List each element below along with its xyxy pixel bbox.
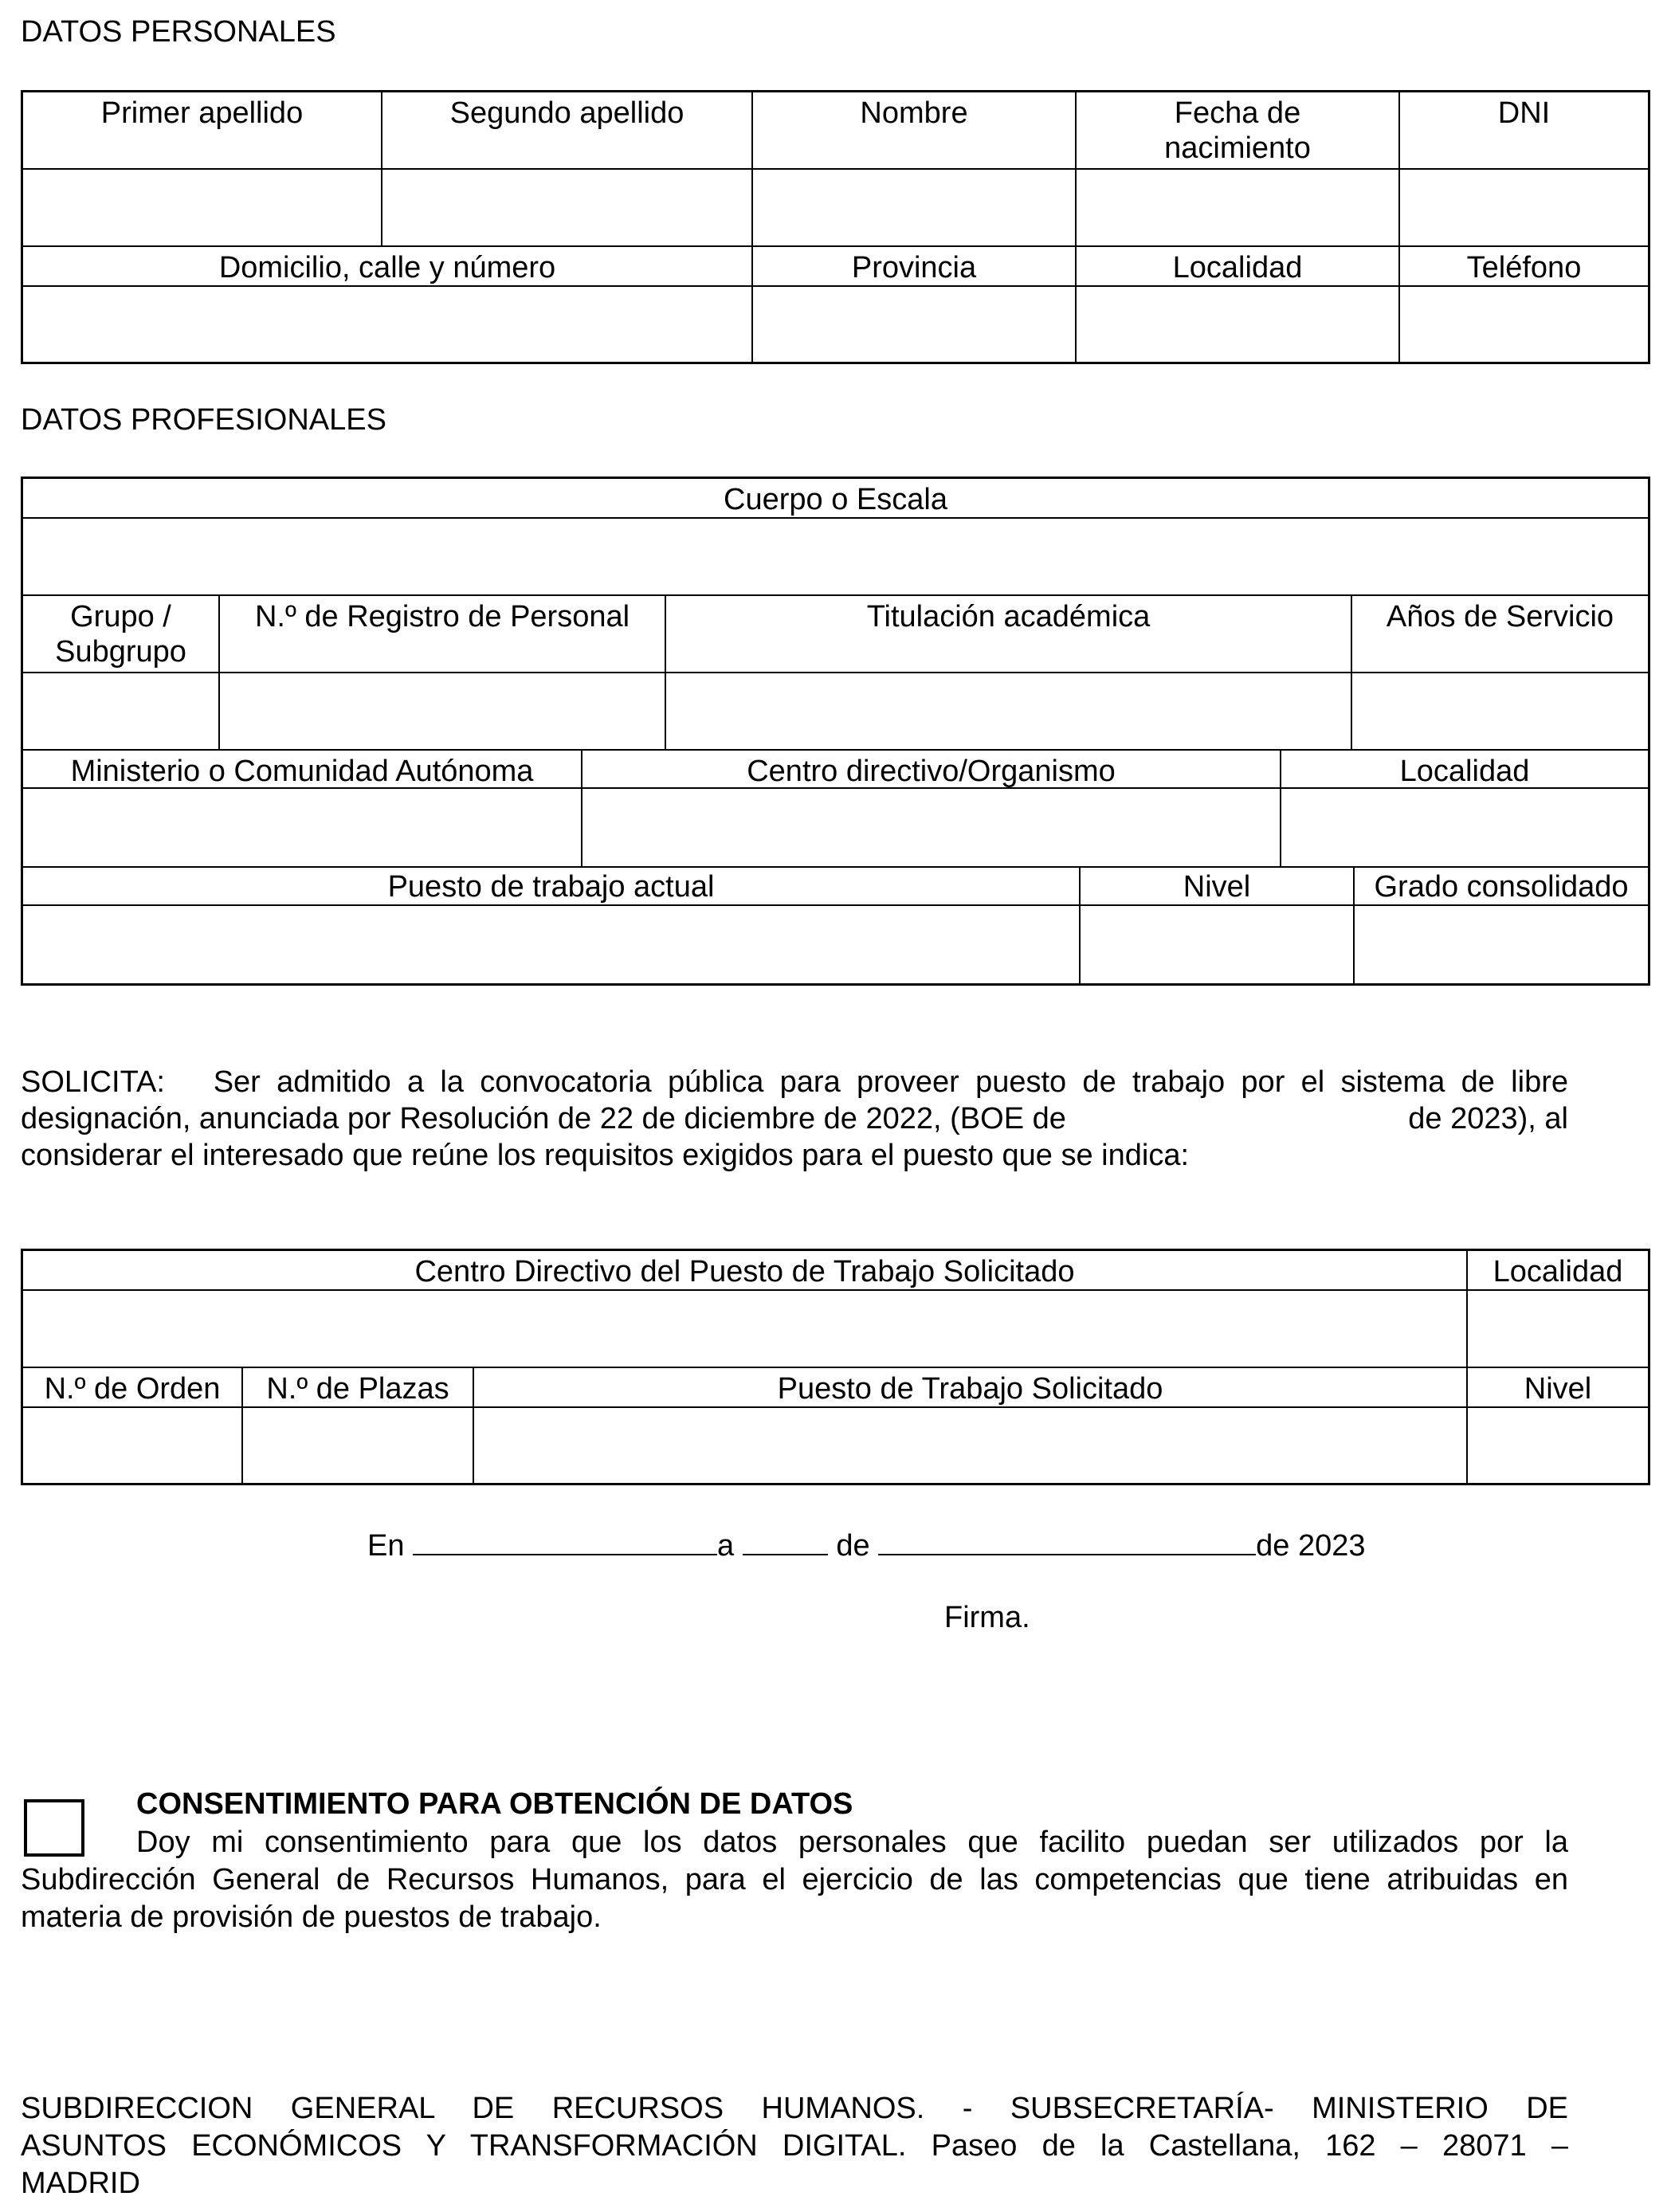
field-telefono[interactable] [1400,287,1648,362]
date-day-blank[interactable] [743,1525,828,1555]
field-ministerio[interactable] [23,789,582,868]
requested-position-table [21,1249,1650,1485]
label-puesto-solicitado: Puesto de Trabajo Solicitado [474,1368,1468,1408]
field-titulacion[interactable] [666,673,1352,751]
date-month-blank[interactable] [878,1525,1256,1555]
professional-data-table-puesto [21,866,1650,986]
field-centro-directivo-solicitado[interactable] [23,1291,1468,1368]
label-grado-consolidado: Grado consolidado [1355,866,1648,906]
field-provincia[interactable] [753,287,1077,362]
solicita-line-2a: designación, anunciada por Resolución de 22 de diciembre de 2022, (BOE de [21,1102,1066,1135]
consent-title: CONSENTIMIENTO PARA OBTENCIÓN DE DATOS [136,1787,853,1821]
solicita-line-2b: de 2023), al [1408,1102,1568,1135]
date-de-label: de [836,1529,870,1563]
firma-label: Firma. [944,1601,1030,1634]
footer-line-3: MADRID [21,2167,140,2200]
field-nivel-actual[interactable] [1081,906,1355,983]
consent-paragraph [21,1824,1568,1936]
field-nombre[interactable] [753,170,1077,247]
section-title-profesionales: DATOS PROFESIONALES [21,403,386,437]
label-localidad-solicitada: Localidad [1468,1251,1648,1291]
field-grado-consolidado[interactable] [1355,906,1648,983]
label-cuerpo-escala: Cuerpo o Escala [23,479,1648,519]
date-a-label: a [717,1529,735,1563]
label-primer-apellido: Primer apellido [23,92,382,170]
consent-line-1: Doy mi consentimiento para que los datos personales que facilito puedan ser utilizados por la [136,1826,1568,1859]
section-title-personales: DATOS PERSONALES [21,15,336,49]
label-nivel-actual: Nivel [1081,866,1355,906]
label-numero-orden: N.º de Orden [23,1368,243,1408]
label-titulacion: Titulación académica [666,596,1352,673]
professional-data-table-top [21,477,1650,751]
label-centro-directivo: Centro directivo/Organismo [582,749,1281,789]
label-numero-plazas: N.º de Plazas [243,1368,474,1408]
footer-line-2: ASUNTOS ECONÓMICOS Y TRANSFORMACIÓN DIGITAL. Paseo de la Castellana, 162 – 28071 – [21,2129,1568,2163]
professional-data-table-ministerio [21,749,1650,868]
label-domicilio: Domicilio, calle y número [23,247,753,287]
date-en-label: En [367,1529,405,1563]
field-nivel-solicitado[interactable] [1468,1408,1648,1483]
personal-data-table [21,90,1650,364]
field-dni[interactable] [1400,170,1648,247]
footer-line-1: SUBDIRECCION GENERAL DE RECURSOS HUMANOS. - SUBSECRETARÍA- MINISTERIO DE [21,2092,1568,2125]
field-localidad-solicitada[interactable] [1468,1291,1648,1368]
label-nombre: Nombre [753,92,1077,170]
label-grupo-subgrupo: Grupo / Subgrupo [23,596,220,673]
label-centro-directivo-solicitado: Centro Directivo del Puesto de Trabajo Solicitado [23,1251,1468,1291]
footer-address [21,2090,1568,2202]
field-centro-directivo[interactable] [582,789,1281,868]
date-line [367,1525,1366,1565]
consent-line-2: Subdirección General de Recursos Humanos, para el ejercicio de las competencias que tiene atribuidas en [21,1863,1568,1896]
field-anos-servicio[interactable] [1352,673,1648,751]
field-fecha-nacimiento[interactable] [1077,170,1400,247]
field-numero-plazas[interactable] [243,1408,474,1483]
solicita-paragraph [21,1064,1568,1174]
label-anos-servicio: Años de Servicio [1352,596,1648,673]
date-year-label: de 2023 [1256,1529,1366,1563]
field-numero-orden[interactable] [23,1408,243,1483]
label-telefono: Teléfono [1400,247,1648,287]
solicita-line-1: SOLICITA: Ser admitido a la convocatoria pública para proveer puesto de trabajo por el sistema de libre [21,1065,1568,1099]
label-fecha-nacimiento: Fecha de nacimiento [1077,92,1400,170]
label-ministerio: Ministerio o Comunidad Autónoma [23,749,582,789]
field-localidad[interactable] [1077,287,1400,362]
field-domicilio[interactable] [23,287,753,362]
label-localidad-profesional: Localidad [1281,749,1648,789]
field-primer-apellido[interactable] [23,170,382,247]
label-localidad: Localidad [1077,247,1400,287]
label-segundo-apellido: Segundo apellido [382,92,753,170]
field-puesto-solicitado[interactable] [474,1408,1468,1483]
label-registro-personal: N.º de Registro de Personal [220,596,666,673]
consent-line-3: materia de provisión de puestos de trabajo. [21,1900,602,1934]
solicita-line-2 [21,1100,1568,1137]
label-provincia: Provincia [753,247,1077,287]
field-cuerpo-escala[interactable] [23,519,1648,596]
solicita-line-3: considerar el interesado que reúne los requisitos exigidos para el puesto que se indica: [21,1139,1190,1172]
label-nivel-solicitado: Nivel [1468,1368,1648,1408]
field-segundo-apellido[interactable] [382,170,753,247]
field-registro-personal[interactable] [220,673,666,751]
field-grupo-subgrupo[interactable] [23,673,220,751]
label-dni: DNI [1400,92,1648,170]
field-puesto-actual[interactable] [23,906,1081,983]
label-puesto-actual: Puesto de trabajo actual [23,866,1081,906]
date-place-blank[interactable] [413,1525,717,1555]
field-localidad-profesional[interactable] [1281,789,1648,868]
